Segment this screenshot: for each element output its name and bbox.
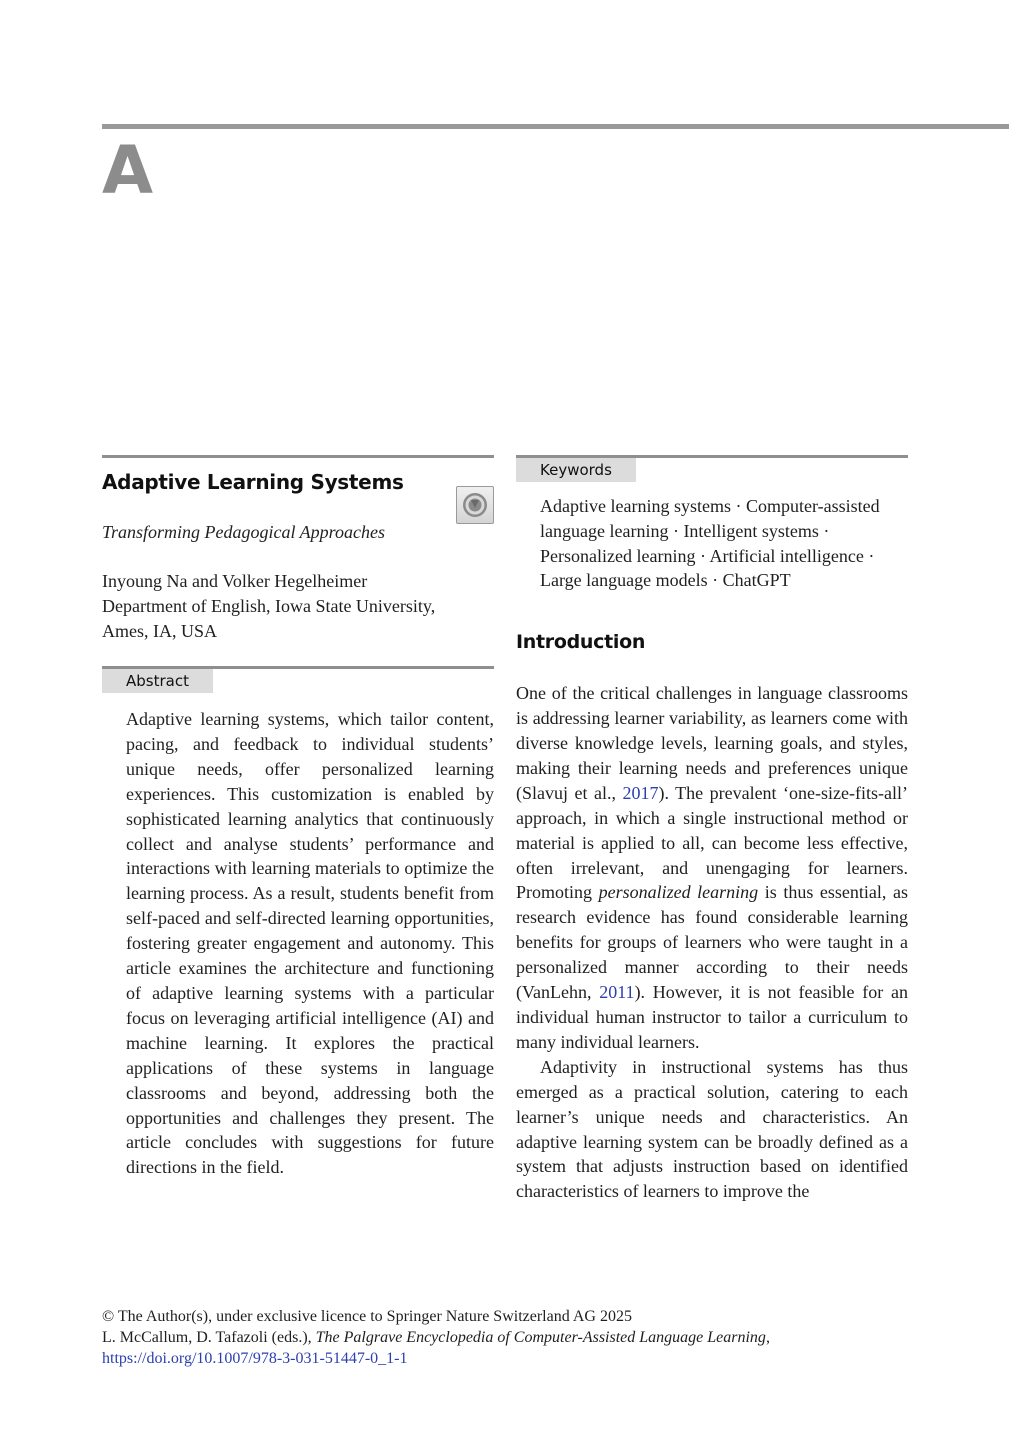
chapter-letter: A: [102, 132, 153, 209]
editors: L. McCallum, D. Tafazoli (eds.),: [102, 1329, 316, 1346]
intro-p1-emphasis: personalized learning: [598, 882, 759, 903]
intro-p1-text-d: ). However, it is not feasible for an individual human instructor to tailor a curriculum to many individual learners.: [516, 982, 908, 1052]
article-title: Adaptive Learning Systems: [102, 470, 404, 494]
introduction-heading: Introduction: [516, 631, 646, 654]
citation-link[interactable]: 2011: [599, 982, 635, 1003]
keywords-label: Keywords: [516, 458, 636, 482]
citation-link[interactable]: 2017: [622, 782, 659, 803]
keywords-text: Adaptive learning systems · Computer-assisted language learning · Intelligent systems · Personalized learning · Artificial intelligence · Large language models · ChatGPT: [540, 496, 880, 591]
check-for-updates-icon[interactable]: [456, 486, 494, 524]
affiliation-line-2: Ames, IA, USA: [102, 621, 217, 641]
footer: [102, 1306, 822, 1369]
intro-p1-text-a: One of the critical challenges in language classrooms is addressing learner variability, as learners come with diverse knowledge levels, learning goals, and styles, making their learning needs and preferences unique (Slavuj et al.,: [516, 683, 908, 803]
copyright-line: © The Author(s), under exclusive licence to Springer Nature Switzerland AG 2025: [102, 1308, 632, 1325]
intro-paragraph-1: [516, 681, 908, 1055]
top-rule: [102, 124, 1009, 129]
intro-p1-text-c: is thus essential, as research evidence has found considerable learning benefits for groups of learners who were taught in a personalized manner according to their needs (VanLehn,: [516, 882, 908, 1003]
abstract-label: Abstract: [102, 669, 213, 693]
right-column: [516, 455, 908, 1204]
book-title: The Palgrave Encyclopedia of Computer-Assisted Language Learning: [315, 1329, 766, 1346]
intro-p1-text-b: ). The prevalent ‘one-size-fits-all’ approach, in which a single instructional method or material is applied to all, can become less effective, often irrelevant, and unengaging for learners. Promoting: [516, 782, 908, 903]
doi-link[interactable]: https://doi.org/10.1007/978-3-031-51447-0_1-1: [102, 1350, 408, 1367]
abstract-text: Adaptive learning systems, which tailor content, pacing, and feedback to individual students’ unique needs, offer personalized learning experiences. This customization is enabled by sophisticated learning analytics that continuously collect and analyse students’ performance and interactions with learning materials to optimize the learning process. As a result, students benefit from self-paced and self-directed learning opportunities, fostering greater engagement and autonomy. This article examines the architecture and functioning of adaptive learning systems with a particular focus on leveraging artificial intelligence (AI) and machine learning. It explores the practical applications of these systems in language classrooms and beyond, addressing both the opportunities and challenges they present. The article concludes with suggestions for future directions in the field.: [126, 709, 494, 1178]
author-block: [102, 569, 494, 644]
book-title-suffix: ,: [765, 1329, 770, 1346]
citation-line: [102, 1327, 822, 1348]
abstract-section: [102, 666, 494, 1180]
left-column: [102, 455, 494, 1180]
intro-paragraph-2: Adaptivity in instructional systems has thus emerged as a practical solution, catering to each learner’s unique needs and characteristics. An adaptive learning system can be broadly defined as a system that adjusts instruction based on identified characteristics of learners to improve the: [516, 1056, 908, 1202]
affiliation-line-1: Department of English, Iowa State University,: [102, 596, 436, 616]
title-rule: [102, 455, 494, 458]
authors: Inyoung Na and Volker Hegelheimer: [102, 571, 368, 591]
article-subtitle: Transforming Pedagogical Approaches: [102, 522, 385, 542]
